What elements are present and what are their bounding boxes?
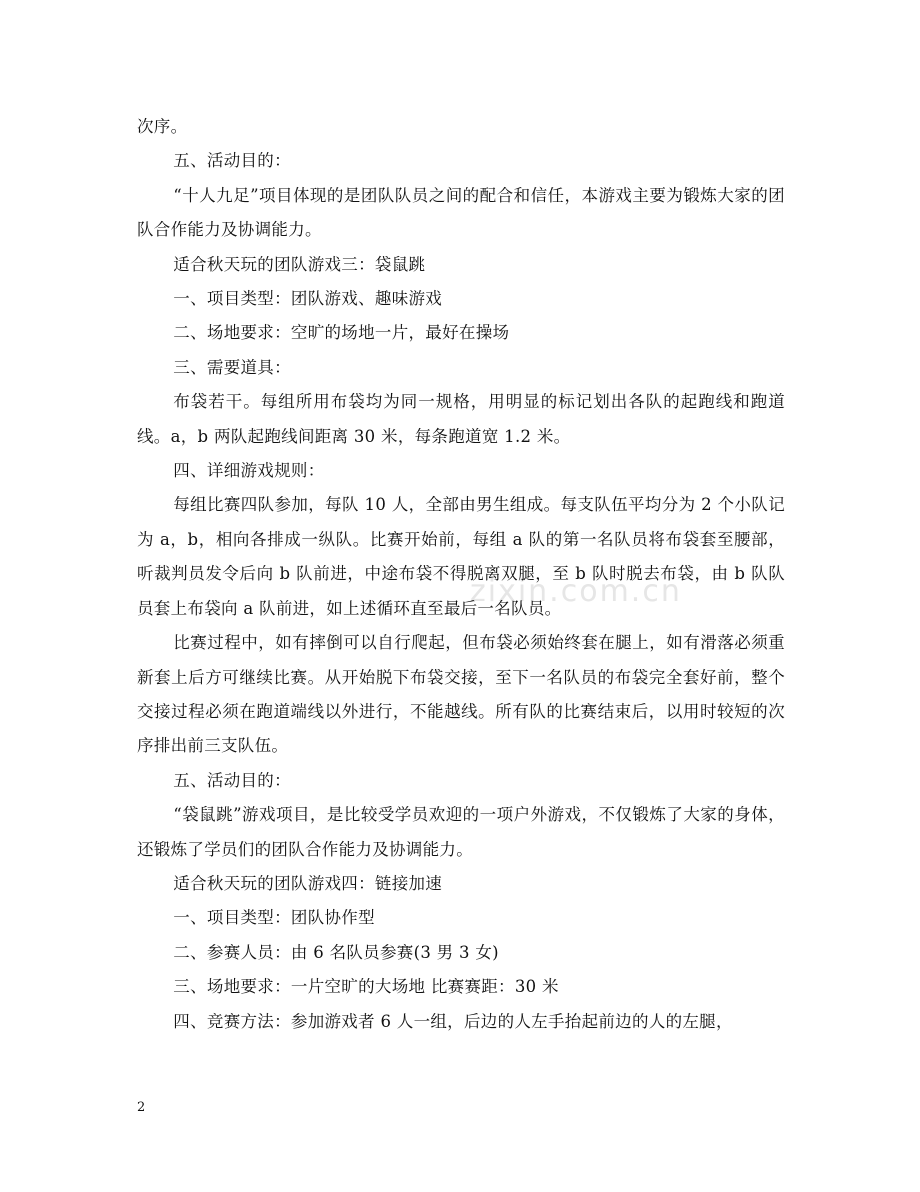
paragraph: “袋鼠跳”游戏项目，是比较受学员欢迎的一项户外游戏，不仅锻炼了大家的身体，还锻炼了学员们的团队合作能力及协调能力。	[137, 805, 785, 859]
paragraph: 四、详细游戏规则：	[173, 461, 325, 481]
watermark: zixin.com.cn	[470, 574, 682, 609]
paragraph: 二、参赛人员：由 6 名队员参赛(3 男 3 女)	[173, 942, 499, 962]
paragraph: 二、场地要求：空旷的场地一片，最好在操场	[173, 323, 510, 343]
paragraph: 三、场地要求：一片空旷的大场地 比赛赛距：30 米	[173, 977, 559, 997]
paragraph: 每组比赛四队参加，每队 10 人，全部由男生组成。每支队伍平均分为 2 个小队记为 a，b，相向各排成一纵队。比赛开始前，每组 a 队的第一名队员将布袋套至腰部，听裁判员发令后向 b 队前进，中途布袋不得脱离双腿，至 b 队时脱去布袋，由 b 队队员套上布袋向 a 队前进，如上述循环直至最后一名队员。	[137, 495, 785, 618]
paragraph: 三、需要道具：	[173, 357, 291, 377]
document-body	[137, 110, 785, 1039]
paragraph: 布袋若干。每组所用布袋均为同一规格，用明显的标记划出各队的起跑线和跑道线。a，b 两队起跑线间距离 30 米，每条跑道宽 1.2 米。	[137, 392, 785, 446]
page-number: 2	[137, 1100, 146, 1115]
paragraph: 一、项目类型：团队游戏、趣味游戏	[173, 289, 443, 309]
paragraph: 次序。	[137, 117, 188, 136]
paragraph: 比赛过程中，如有摔倒可以自行爬起，但布袋必须始终套在腿上，如有滑落必须重新套上后方可继续比赛。从开始脱下布袋交接，至下一名队员的布袋完全套好前，整个交接过程必须在跑道端线以外进行，不能越线。所有队的比赛结束后，以用时较短的次序排出前三支队伍。	[137, 633, 785, 756]
paragraph: 五、活动目的：	[173, 770, 291, 790]
paragraph: 一、项目类型：团队协作型	[173, 908, 375, 928]
paragraph: 五、活动目的：	[173, 151, 291, 171]
paragraph: 四、竞赛方法：参加游戏者 6 人一组，后边的人左手抬起前边的人的左腿，	[173, 1011, 733, 1031]
paragraph: 适合秋天玩的团队游戏四：链接加速	[173, 873, 443, 893]
paragraph: “十人九足”项目体现的是团队队员之间的配合和信任，本游戏主要为锻炼大家的团队合作能力及协调能力。	[137, 185, 785, 240]
paragraph: 适合秋天玩的团队游戏三：袋鼠跳	[173, 254, 426, 274]
